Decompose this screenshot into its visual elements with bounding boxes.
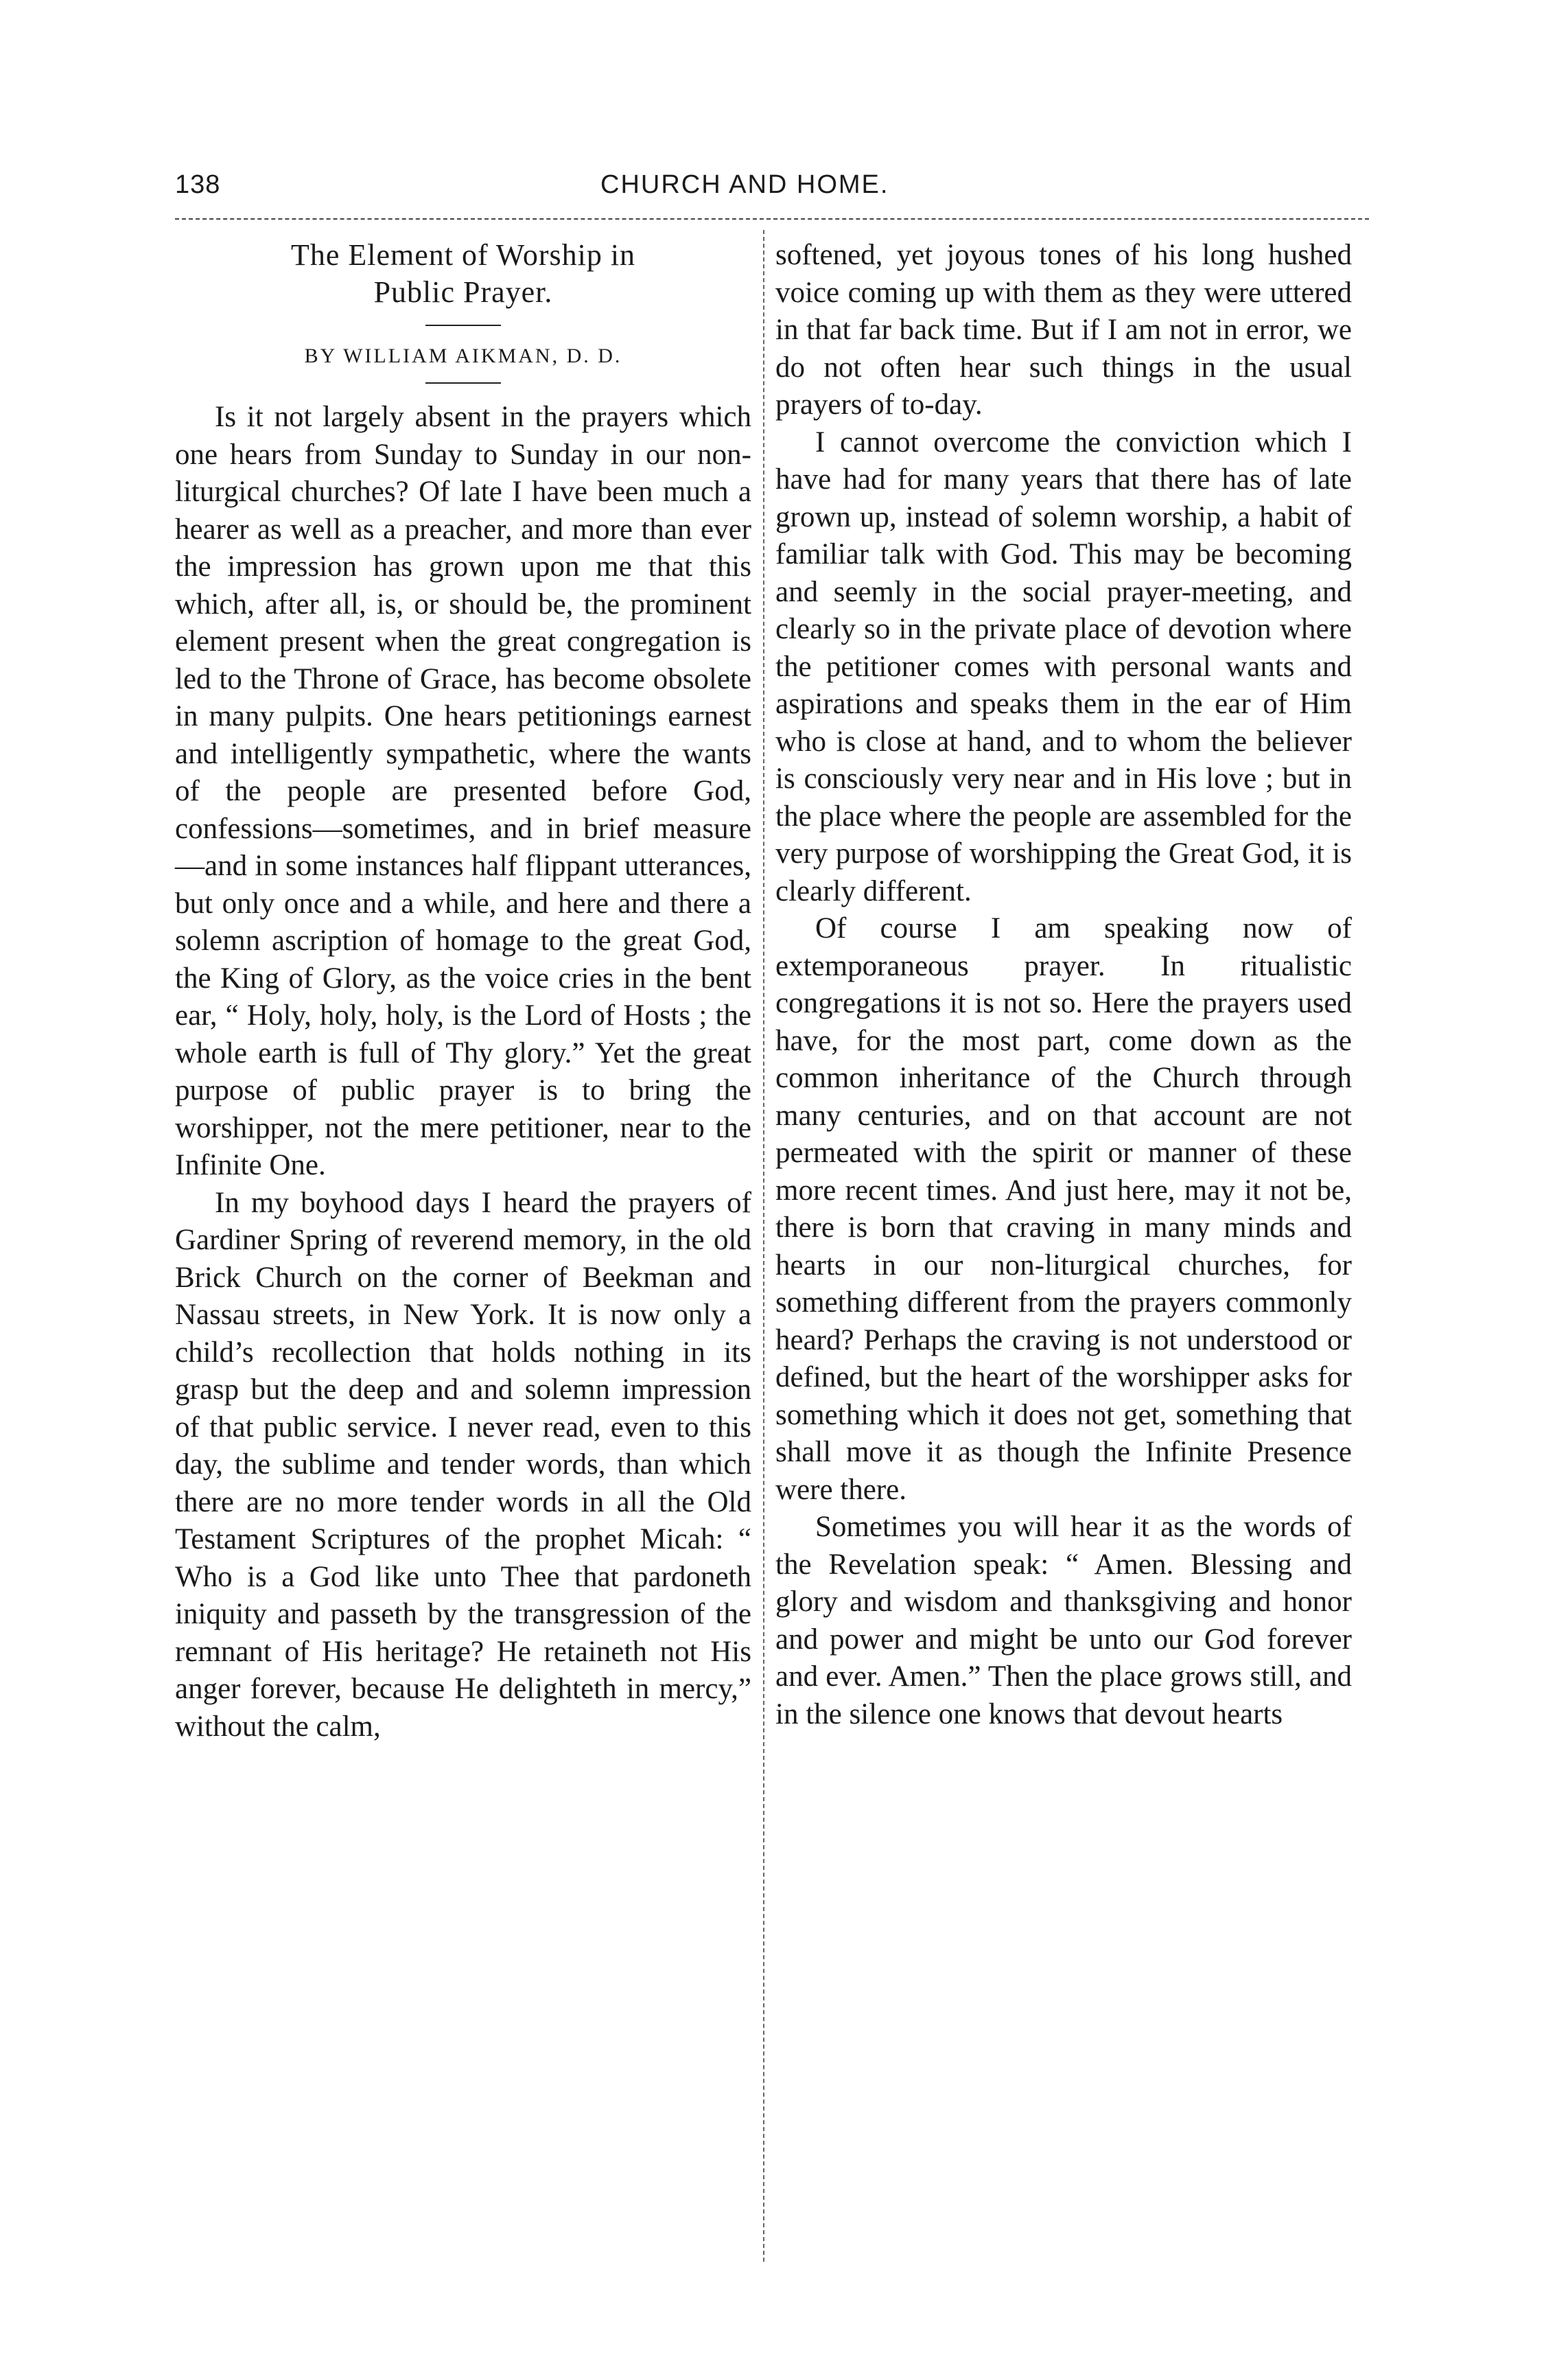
article-title-line-1: The Element of Worship in bbox=[290, 238, 636, 272]
article-title bbox=[175, 237, 751, 311]
running-head: CHURCH AND HOME. bbox=[600, 170, 889, 199]
paragraph-continued: softened, yet joyous tones of his long hushed voice coming up with them as they were uttered in that far back time. But if I am not in error, we do not often hear such things in the usual prayers of to-day. bbox=[775, 239, 1352, 421]
byline-rule bbox=[425, 382, 501, 384]
header-rule bbox=[175, 218, 1369, 220]
left-column bbox=[175, 237, 751, 1746]
column-divider bbox=[763, 230, 764, 2262]
paragraph: Of course I am speaking now of extemporaneous prayer. In ritualistic congregations it is not so. Here the prayers used have, for the most part, come down as the common inheritance of the Church through many centuries, and on that account are not permeated with the spirit or manner of these more recent times. And just here, may it not be, there is born that craving in many minds and hearts in our non-liturgical churches, for something different from the prayers commonly heard? Perhaps the craving is not understood or defined, but the heart of the worshipper asks for something which it does not get, something that shall move it as though the Infinite Presence were there. bbox=[775, 912, 1352, 1506]
paragraph: In my boyhood days I heard the prayers of Gardiner Spring of reverend memory, in the old Brick Church on the corner of Beekman and Nassau streets, in New York. It is now only a child’s recollection that holds nothing in its grasp but the deep and and solemn impression of that public service. I never read, even to this day, the sublime and tender words, than which there are no more tender words in all the Old Testament Scriptures of the prophet Micah: “ Who is a God like unto Thee that pardoneth iniquity and passeth by the transgression of the remnant of His heritage? He retaineth not His anger forever, because He delighteth in mercy,” without the calm, bbox=[175, 1186, 751, 1743]
paragraph: Sometimes you will hear it as the words of the Revelation speak: “ Amen. Blessing and glory and wisdom and thanksgiving and honor and power and might be unto our God forever and ever. Amen.” Then the place grows still, and in the silence one knows that devout hearts bbox=[775, 1511, 1352, 1730]
right-column bbox=[775, 237, 1352, 1733]
page-number: 138 bbox=[175, 170, 221, 199]
title-rule bbox=[425, 325, 501, 326]
paragraph: I cannot overcome the conviction which I have had for many years that there has of late grown up, instead of solemn worship, a habit of familiar talk with God. This may be becoming and seemly in the social prayer-meeting, and clearly so in the private place of devotion where the petitioner comes with personal wants and aspirations and speaks them in the ear of Him who is close at hand, and to whom the believer is consciously very near and in His love ; but in the place where the people are assembled for the very purpose of worshipping the Great God, it is clearly different. bbox=[775, 426, 1352, 907]
byline: BY WILLIAM AIKMAN, D. D. bbox=[304, 345, 622, 367]
paragraph: Is it not largely absent in the prayers which one hears from Sunday to Sunday in our non-liturgical churches? Of late I have been much a hearer as well as a preacher, and more than ever the impression has grown upon me that this which, after all, is, or should be, the prominent element present when the great congregation is led to the Throne of Grace, has become obsolete in many pulpits. One hears petitionings earnest and intelligently sympathetic, where the wants of the people are presented before God, confessions—sometimes, and in brief measure—and in some instances half flippant utterances, but only once and a while, and here and there a solemn ascription of homage to the great God, the King of Glory, as the voice cries in the bent ear, “ Holy, holy, holy, is the Lord of Hosts ; the whole earth is full of Thy glory.” Yet the great purpose of public prayer is to bring the worshipper, not the mere petitioner, near to the Infinite One. bbox=[175, 401, 751, 1181]
article-title-line-2: Public Prayer. bbox=[373, 275, 553, 309]
page-header bbox=[175, 170, 1369, 211]
